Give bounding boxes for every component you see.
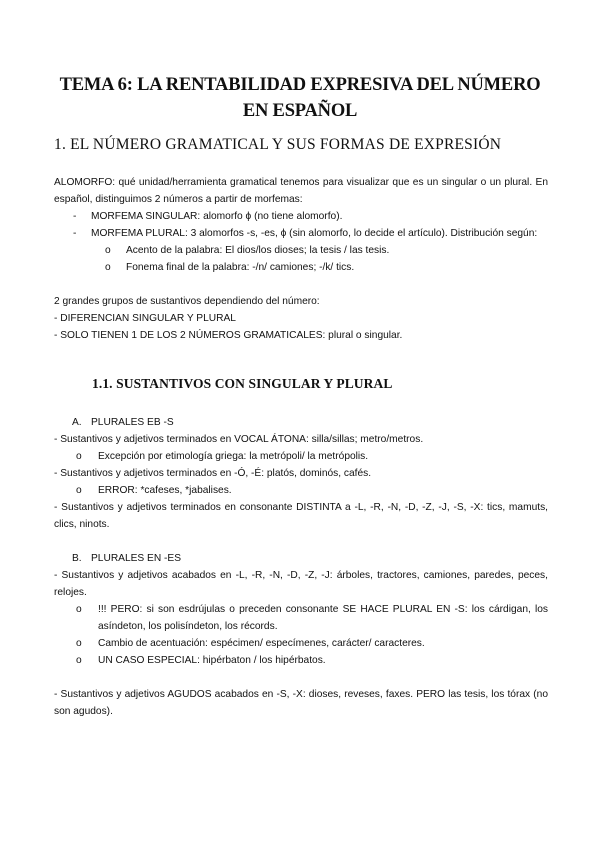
list-item-text: MORFEMA PLURAL: 3 alomorfos -s, -es, ϕ (sin alomorfo, lo decide el artículo). Distribución según: [91, 228, 538, 239]
section-a-title [54, 414, 548, 431]
list-item-text: PLURALES EN -ES [91, 553, 182, 564]
section-b [54, 550, 548, 720]
grupo-item: - SOLO TIENEN 1 DE LOS 2 NÚMEROS GRAMATICALES: plural o singular. [54, 330, 403, 341]
list-marker: o [105, 245, 111, 256]
list-item-text: ERROR: *cafeses, *jabalises. [98, 485, 232, 496]
section-a [54, 414, 548, 533]
list-item-text: PLURALES EB -S [91, 417, 174, 428]
title-line-1: TEMA 6: LA RENTABILIDAD EXPRESIVA DEL NÚMERO [59, 75, 541, 95]
rule-subitem [54, 635, 548, 652]
section-heading-1: 1. EL NÚMERO GRAMATICAL Y SUS FORMAS DE EXPRESIÓN [54, 136, 502, 153]
list-item-text: Acento de la palabra: El dios/los dioses; la tesis / las tesis. [126, 245, 390, 256]
title-line-2: EN ESPAÑOL [242, 101, 358, 121]
list-marker: B. [72, 553, 82, 564]
list-item-text: MORFEMA SINGULAR: alomorfo ϕ (no tiene alomorfo). [91, 211, 343, 222]
morfema-plural-item [54, 225, 548, 242]
rule-line: - Sustantivos y adjetivos acabados en -L, -R, -N, -D, -Z, -J: árboles, tractores, camiones, paredes, peces, relojes. [54, 570, 548, 598]
list-marker: o [76, 638, 82, 649]
distribucion-item-acento [54, 242, 548, 259]
rule-line: - Sustantivos y adjetivos terminados en VOCAL ÁTONA: silla/sillas; metro/metros. [54, 434, 424, 445]
list-marker: o [76, 451, 82, 462]
section-heading-1-1: 1.1. SUSTANTIVOS CON SINGULAR Y PLURAL [92, 376, 393, 391]
distribucion-item-fonema [54, 259, 548, 276]
section-1-body [54, 174, 548, 344]
grupos-intro: 2 grandes grupos de sustantivos dependiendo del número: [54, 296, 320, 307]
list-item-text: Fonema final de la palabra: -/n/ camiones; -/k/ tics. [126, 262, 355, 273]
page-title [40, 72, 560, 124]
morfema-singular-item [54, 208, 548, 225]
list-item-text: UN CASO ESPECIAL: hipérbaton / los hipérbatos. [98, 655, 326, 666]
list-marker: o [76, 485, 82, 496]
list-marker: - [73, 211, 77, 222]
section-b-title [54, 550, 548, 567]
rule-subitem [54, 482, 548, 499]
grupo-item: - DIFERENCIAN SINGULAR Y PLURAL [54, 313, 236, 324]
list-marker: - [73, 228, 77, 239]
list-marker: o [105, 262, 111, 273]
list-item-text: Excepción por etimología griega: la metrópoli/ la metrópolis. [98, 451, 369, 462]
list-item-text: Cambio de acentuación: espécimen/ especímenes, carácter/ caracteres. [98, 638, 425, 649]
rule-line: - Sustantivos y adjetivos terminados en consonante DISTINTA a -L, -R, -N, -D, -Z, -J, -S, -X: tics, mamuts, clics, ninots. [54, 502, 548, 530]
list-item-text: !!! PERO: si son esdrújulas o preceden consonante SE HACE PLURAL EN -S: los cárdigan, los asíndeton, los polisíndeton, los récords. [98, 604, 548, 632]
list-marker: o [76, 655, 82, 666]
rule-line: - Sustantivos y adjetivos terminados en -Ó, -É: platós, dominós, cafés. [54, 468, 372, 479]
rule-subitem [54, 601, 548, 635]
rule-subitem [54, 448, 548, 465]
alomorfo-paragraph: ALOMORFO: qué unidad/herramienta gramatical tenemos para visualizar que es un singular o un plural. En español, distinguimos 2 números a partir de morfemas: [54, 177, 548, 205]
list-marker: o [76, 604, 82, 615]
list-marker: A. [72, 417, 82, 428]
rule-line: - Sustantivos y adjetivos AGUDOS acabados en -S, -X: dioses, reveses, faxes. PERO las tesis, los tórax (no son agudos). [54, 689, 548, 717]
rule-subitem [54, 652, 548, 669]
